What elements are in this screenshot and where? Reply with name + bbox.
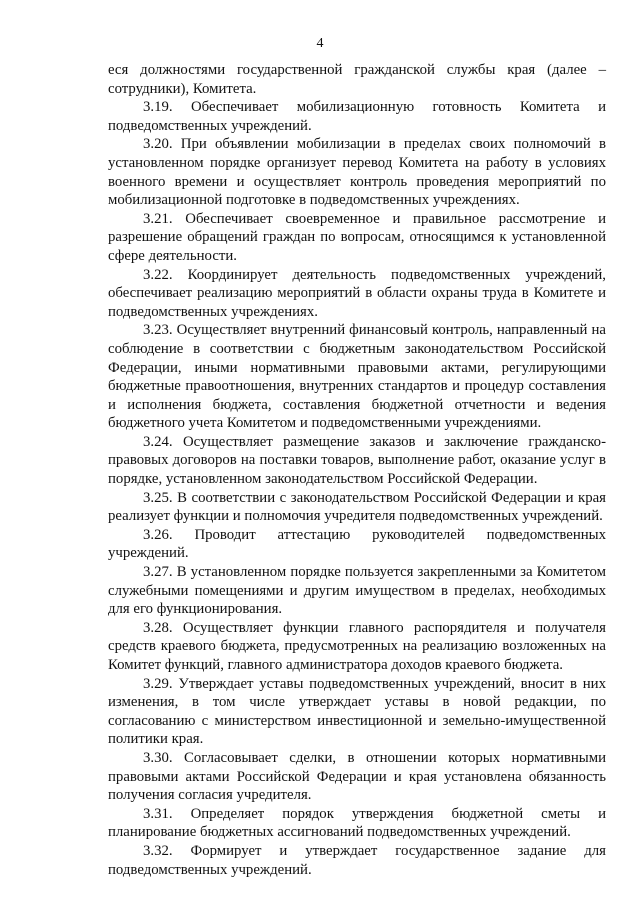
paragraph-3-19: 3.19. Обеспечивает мобилизационную готовность Комитета и подведомственных учреждений. <box>108 99 606 134</box>
paragraph-continuation: еся должностями государственной гражданской службы края (далее – сотрудники), Комитета. <box>108 62 606 97</box>
paragraph-3-21: 3.21. Обеспечивает своевременное и правильное рассмотрение и разрешение обращений граждан по вопросам, относящимся к установленной сфере деятельности. <box>108 210 606 264</box>
paragraph-3-26: 3.26. Проводит аттестацию руководителей подведомственных учреждений. <box>108 526 606 562</box>
paragraph-3-22: 3.22. Координирует деятельность подведомственных учреждений, обеспечивает реализацию мероприятий в области охраны труда в Комитете и подведомственных учреждениях. <box>108 266 606 320</box>
paragraph-3-23: 3.23. Осуществляет внутренний финансовый контроль, направленный на соблюдение в соответствии с бюджетным законодательством Российской Федерации, иными нормативными правовыми актами, регулирующими бюджетные правоотношения, внутренних стандартов и процедур составления и исполнения бюджета, составления бюджетной отчетности и ведения бюджетного учета Комитетом и подведомственными учреждениями. <box>108 322 606 432</box>
page-number: 4 <box>316 36 324 51</box>
paragraph-3-28: 3.28. Осуществляет функции главного распорядителя и получателя средств краевого бюджета, предусмотренных на реализацию возложенных на Комитет функций, главного администратора доходов краевого бюджета. <box>108 619 606 673</box>
paragraph-3-31: 3.31. Определяет порядок утверждения бюджетной сметы и планирование бюджетных ассигнований подведомственных учреждений. <box>108 805 606 841</box>
paragraph-3-29: 3.29. Утверждает уставы подведомственных учреждений, вносит в них изменения, в том числе утверждает уставы в новой редакции, по согласованию с министерством инвестиционной и земельно-имущественной политики края. <box>108 675 606 748</box>
paragraph-3-25: 3.25. В соответствии с законодательством Российской Федерации и края реализует функции и полномочия учредителя подведомственных учреждений. <box>108 489 606 525</box>
paragraph-3-24: 3.24. Осуществляет размещение заказов и заключение гражданско-правовых договоров на поставки товаров, выполнение работ, оказание услуг в порядке, установленном законодательством Российской Федерации. <box>108 433 606 488</box>
paragraph-3-32: 3.32. Формирует и утверждает государственное задание для подведомственных учреждений. <box>108 842 606 878</box>
paragraph-3-27: 3.27. В установленном порядке пользуется закрепленными за Комитетом служебными помещениями и другим имуществом в пределах, необходимых для его функционирования. <box>108 564 606 618</box>
paragraph-3-30: 3.30. Согласовывает сделки, в отношении которых нормативными правовыми актами Российской Федерации и края установлена обязанность получения согласия учредителя. <box>108 749 606 804</box>
paragraph-3-20: 3.20. При объявлении мобилизации в пределах своих полномочий в установленном порядке организует перевод Комитета на работу в условиях военного времени и осуществляет контроль проведения мероприятий по мобилизационной подготовке в подведомственных учреждениях. <box>108 136 606 209</box>
document-body <box>108 61 606 879</box>
